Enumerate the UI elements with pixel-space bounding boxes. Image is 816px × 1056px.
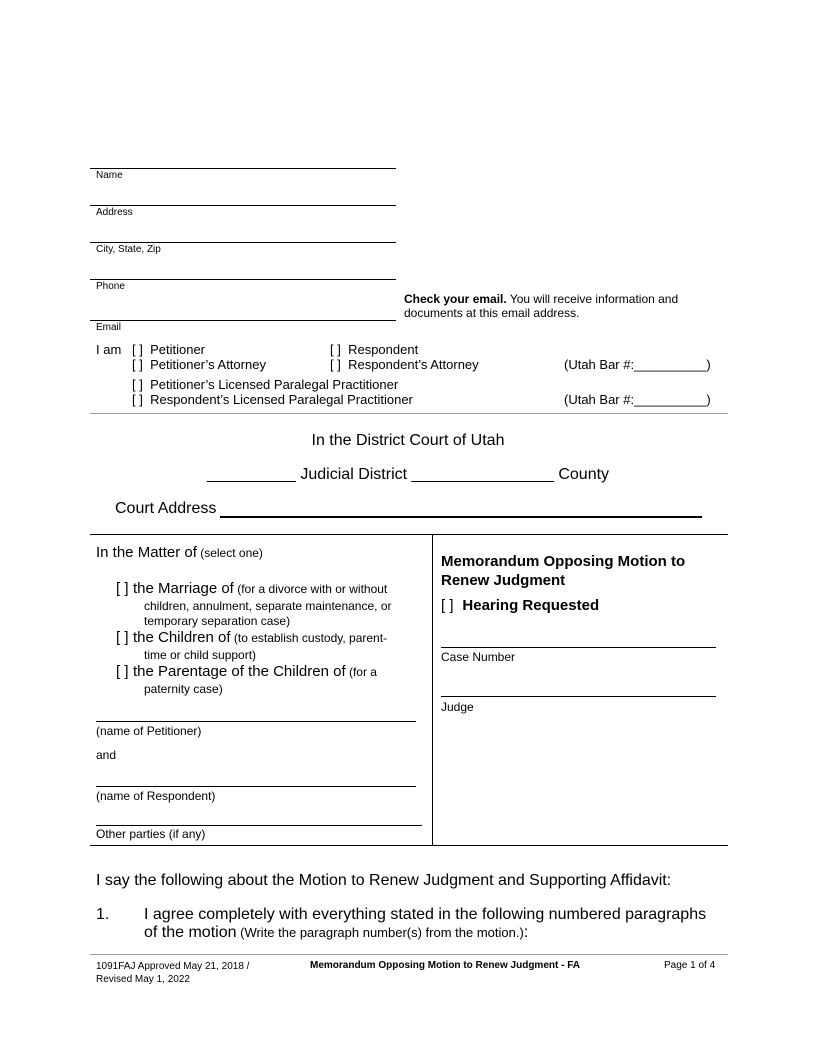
respondent-name-line[interactable] bbox=[96, 786, 416, 787]
children-small: (to establish custody, parent- bbox=[230, 631, 388, 645]
item-1-line2-big: of the motion bbox=[144, 924, 237, 941]
parentage-big: the Parentage of the Children of bbox=[132, 663, 346, 680]
email-line[interactable] bbox=[90, 320, 396, 321]
other-parties-label: Other parties (if any) bbox=[96, 827, 206, 841]
case-number-label: Case Number bbox=[441, 650, 516, 664]
case-number-line[interactable] bbox=[441, 647, 716, 648]
item-1-line1: I agree completely with everything stated in the following numbered paragraphs bbox=[144, 906, 707, 923]
role-petitioner-label: Petitioner bbox=[150, 342, 205, 357]
matter-parentage-option[interactable] bbox=[116, 663, 377, 681]
email-notice-line1: You will receive information and bbox=[506, 292, 679, 306]
phone-line[interactable] bbox=[90, 279, 396, 280]
email-notice-line2: documents at this email address. bbox=[404, 306, 580, 320]
court-address-label: Court Address bbox=[115, 500, 217, 517]
matter-heading bbox=[96, 544, 263, 562]
judge-label: Judge bbox=[441, 700, 474, 714]
footer-title: Memorandum Opposing Motion to Renew Judgment - FA bbox=[310, 960, 580, 971]
checkbox[interactable]: [ ] bbox=[132, 342, 143, 357]
petitioner-name-line[interactable] bbox=[96, 721, 416, 722]
marriage-big: the Marriage of bbox=[132, 580, 234, 597]
email-notice-bold: Check your email. bbox=[404, 292, 507, 306]
document-title-line1: Memorandum Opposing Motion to bbox=[441, 553, 686, 570]
city-line[interactable] bbox=[90, 242, 396, 243]
judicial-district-line[interactable]: __________ Judicial District ________________ County bbox=[206, 466, 610, 483]
marriage-line3: temporary separation case) bbox=[144, 614, 291, 628]
item-1-colon: : bbox=[523, 924, 529, 941]
form-number bbox=[96, 960, 249, 986]
document-title bbox=[441, 552, 685, 590]
judge-line[interactable] bbox=[441, 696, 716, 697]
item-1-line2 bbox=[144, 924, 528, 942]
bar-number-field-2[interactable]: (Utah Bar #:__________) bbox=[564, 392, 711, 407]
role-petitioner[interactable] bbox=[132, 342, 205, 357]
hearing-requested-option[interactable] bbox=[441, 597, 599, 615]
children-big: the Children of bbox=[132, 629, 231, 646]
section-divider bbox=[90, 413, 728, 414]
role-respondent-paralegal-label: Respondent’s Licensed Paralegal Practitioner bbox=[150, 392, 413, 407]
role-respondent-label: Respondent bbox=[348, 342, 419, 357]
matter-marriage-option[interactable] bbox=[116, 580, 387, 598]
children-line2: time or child support) bbox=[144, 648, 257, 662]
name-label: Name bbox=[96, 170, 123, 181]
address-line[interactable] bbox=[90, 205, 396, 206]
caption-divider bbox=[432, 534, 433, 846]
checkbox[interactable]: [ ] bbox=[132, 357, 143, 372]
parentage-line2: paternity case) bbox=[144, 682, 223, 696]
petitioner-name-label: (name of Petitioner) bbox=[96, 724, 202, 738]
item-1-number: 1. bbox=[96, 906, 110, 923]
checkbox[interactable]: [ ] bbox=[116, 580, 129, 597]
bar-number-field-1[interactable]: (Utah Bar #:__________) bbox=[564, 357, 711, 372]
document-title-line2: Renew Judgment bbox=[441, 572, 566, 589]
page-number: Page 1 of 4 bbox=[664, 960, 716, 971]
role-petitioner-paralegal-label: Petitioner’s Licensed Paralegal Practitioner bbox=[150, 377, 399, 392]
other-parties-line[interactable] bbox=[96, 825, 422, 826]
caption-top-border bbox=[90, 534, 728, 535]
phone-label: Phone bbox=[96, 281, 125, 292]
and-label: and bbox=[96, 748, 117, 762]
checkbox[interactable]: [ ] bbox=[132, 377, 143, 392]
court-address-line[interactable] bbox=[220, 516, 702, 518]
checkbox[interactable]: [ ] bbox=[116, 663, 129, 680]
respondent-name-label: (name of Respondent) bbox=[96, 789, 216, 803]
role-petitioner-attorney[interactable] bbox=[132, 357, 266, 372]
email-label: Email bbox=[96, 322, 122, 333]
role-respondent-attorney[interactable] bbox=[330, 357, 479, 372]
role-respondent-paralegal[interactable] bbox=[132, 392, 413, 407]
checkbox[interactable]: [ ] bbox=[330, 357, 341, 372]
marriage-small: (for a divorce with or without bbox=[233, 582, 388, 596]
checkbox[interactable]: [ ] bbox=[116, 629, 129, 646]
role-respondent-attorney-label: Respondent’s Attorney bbox=[348, 357, 479, 372]
checkbox[interactable]: [ ] bbox=[132, 392, 143, 407]
name-line[interactable] bbox=[90, 168, 396, 169]
marriage-line2: children, annulment, separate maintenance, or bbox=[144, 599, 392, 613]
footer-rule bbox=[90, 954, 728, 955]
parentage-small: (for a bbox=[345, 665, 377, 679]
form-number-line1: 1091FAJ Approved May 21, 2018 / bbox=[96, 961, 250, 972]
matter-children-option[interactable] bbox=[116, 629, 387, 647]
caption-bottom-border bbox=[90, 845, 728, 846]
role-petitioner-paralegal[interactable] bbox=[132, 377, 398, 392]
role-respondent[interactable] bbox=[330, 342, 418, 357]
hearing-requested-label: Hearing Requested bbox=[462, 597, 600, 614]
email-notice bbox=[404, 292, 704, 320]
city-label: City, State, Zip bbox=[96, 244, 161, 255]
matter-heading-big: In the Matter of bbox=[96, 544, 197, 561]
address-label: Address bbox=[96, 207, 133, 218]
intro-statement: I say the following about the Motion to Renew Judgment and Supporting Affidavit: bbox=[96, 872, 672, 889]
role-petitioner-attorney-label: Petitioner’s Attorney bbox=[150, 357, 266, 372]
form-number-line2: Revised May 1, 2022 bbox=[96, 974, 190, 985]
checkbox[interactable]: [ ] bbox=[330, 342, 341, 357]
matter-heading-small: (select one) bbox=[196, 546, 263, 560]
court-title: In the District Court of Utah bbox=[311, 432, 505, 449]
i-am-label: I am bbox=[96, 342, 122, 357]
checkbox[interactable]: [ ] bbox=[441, 597, 454, 614]
item-1-line2-small: (Write the paragraph number(s) from the motion.) bbox=[236, 925, 524, 940]
